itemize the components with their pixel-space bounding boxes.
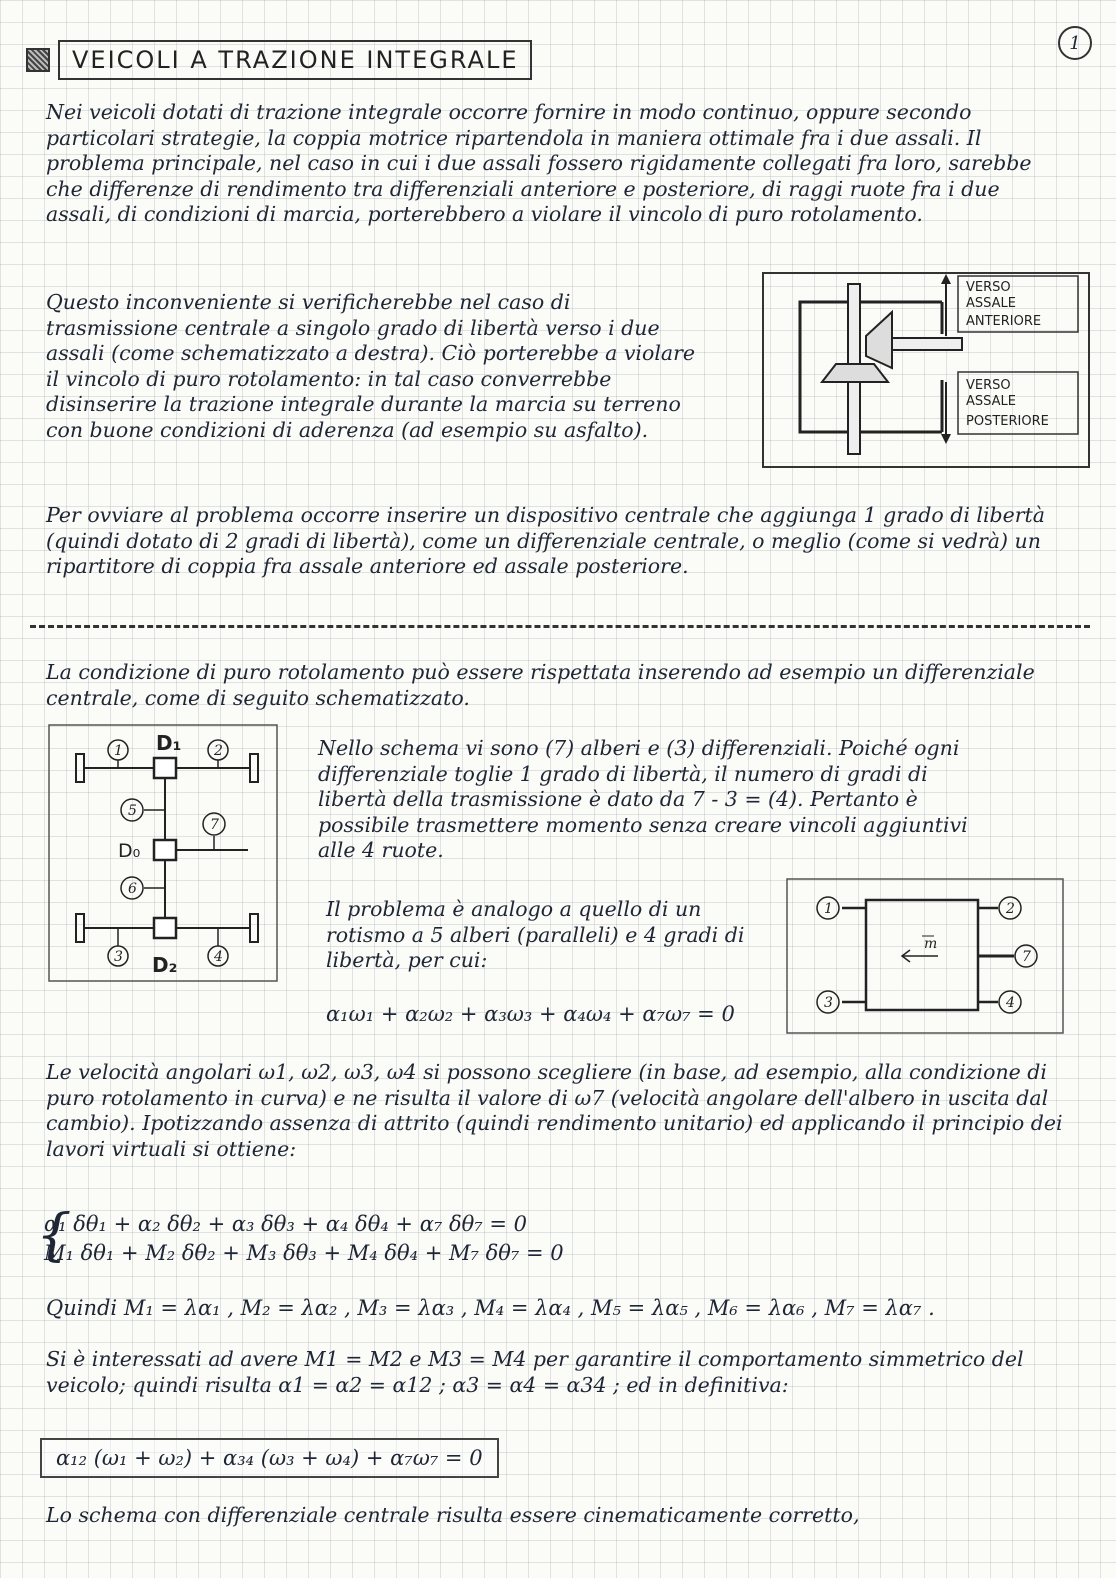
paragraph-schema: Nello schema vi sono (7) alberi e (3) differenziali. Poiché ogni differenziale toglie 1 grado di libertà, il numero di gradi di libertà della trasmissione è dato da 7 - 3 = (4). Pertanto è possibile trasmettere momento senza creare vincoli aggiuntivi alle 4 ruote.: [318, 736, 968, 862]
page-number: 1: [1058, 26, 1092, 60]
shaft-2: 2: [214, 743, 223, 759]
rotismo-input-4: 4: [1006, 995, 1015, 1011]
shaft-5: 5: [128, 803, 137, 819]
paragraph-solution: Per ovviare al problema occorre inserire un dispositivo centrale che aggiunga 1 grado di libertà (quindi dotato di 2 gradi di libertà), come un differenziale centrale, o meglio (come si vedrà) un ripartitore di coppia fra assale anteriore ed assale posteriore.: [46, 503, 1046, 578]
equation-system: [44, 1210, 564, 1268]
shaft-4: 4: [214, 949, 223, 965]
rotismo-diagram: [786, 878, 1064, 1034]
diff-d1-label: D₁: [156, 731, 182, 755]
final-equation-box: α₁₂ (ω₁ + ω₂) + α₃₄ (ω₃ + ω₄) + α₇ω₇ = 0: [40, 1438, 499, 1478]
front-label-1: VERSO: [966, 280, 1011, 295]
paragraph-inconvenience: Questo inconveniente si verificherebbe nel caso di trasmissione centrale a singolo grado di libertà verso i due assali (come schematizzato a destra). Ciò porterebbe a violare il vincolo di puro rotolamento: in tal caso converrebbe disinserire la trazione integrale durante la marcia su terreno con buone condizioni di aderenza (ad esempio su asfalto).: [46, 290, 696, 442]
system-line-2: M₁ δθ₁ + M₂ δθ₂ + M₃ δθ₃ + M₄ δθ₄ + M₇ δθ₇ = 0: [44, 1241, 564, 1265]
shaft-7: 7: [210, 817, 219, 833]
paragraph-condition: La condizione di puro rotolamento può essere rispettata inserendo ad esempio un differenziale centrale, come di seguito schematizzato.: [46, 660, 1035, 710]
equation-rotismo: α₁ω₁ + α₂ω₂ + α₃ω₃ + α₄ω₄ + α₇ω₇ = 0: [326, 1002, 735, 1026]
rotismo-input-1: 1: [824, 901, 833, 917]
differentials-diagram: [48, 724, 278, 982]
paragraph-symmetric: Si è interessati ad avere M1 = M2 e M3 = M4 per garantire il comportamento simmetrico del veicolo; quindi risulta α1 = α2 = α12 ; α3 = α4 = α34 ; ed in definitiva:: [46, 1347, 1024, 1397]
paragraph-analog: Il problema è analogo a quello di un rotismo a 5 alberi (paralleli) e 4 gradi di libertà, per cui:: [326, 897, 745, 972]
hatched-square-icon: [26, 48, 50, 72]
front-label-3: ANTERIORE: [966, 314, 1042, 329]
diff-d0-label: D₀: [118, 840, 141, 862]
rear-label-2: ASSALE: [966, 394, 1016, 409]
paragraph-velocities: Le velocità angolari ω1, ω2, ω3, ω4 si possono scegliere (in base, ad esempio, alla condizione di puro rotolamento in curva) e ne risulta il valore di ω7 (velocità angolare dell'albero in uscita dal cambio). Ipotizzando assenza di attrito (quindi rendimento unitario) ed applicando il principio dei lavori virtuali si ottiene:: [46, 1060, 1063, 1161]
rear-label-1: VERSO: [966, 378, 1011, 393]
dashed-divider: [30, 625, 1090, 628]
rotismo-input-2: 2: [1006, 901, 1015, 917]
rotismo-input-7: 7: [1022, 949, 1031, 965]
shaft-6: 6: [128, 881, 137, 897]
diff-d2-label: D₂: [152, 953, 178, 977]
front-label-2: ASSALE: [966, 296, 1016, 311]
page-title: VEICOLI A TRAZIONE INTEGRALE: [58, 40, 532, 80]
title-box: [26, 40, 532, 80]
paragraph-last: Lo schema con differenziale centrale risulta essere cinematicamente corretto,: [46, 1503, 860, 1527]
rotismo-input-3: 3: [824, 995, 833, 1011]
rear-label-3: POSTERIORE: [966, 414, 1049, 429]
paragraph-intro: Nei veicoli dotati di trazione integrale occorre fornire in modo continuo, oppure secondo particolari strategie, la coppia motrice ripartendola in maniera ottimale fra i due assali. Il problema principale, nel caso in cui i due assali fossero rigidamente collegati fra loro, sarebbe che differenze di rendimento tra differenziali anteriore e posteriore, di raggi ruote fra i due assali, di condizioni di marcia, porterebbero a violare il vincolo di puro rotolamento.: [46, 100, 1032, 226]
transmission-diagram: [762, 272, 1090, 468]
system-line-1: α₁ δθ₁ + α₂ δθ₂ + α₃ δθ₃ + α₄ δθ₄ + α₇ δθ₇ = 0: [44, 1212, 527, 1236]
system-brace: {: [36, 1203, 72, 1268]
vector-m-label: m: [924, 936, 938, 952]
shaft-1: 1: [114, 743, 123, 759]
shaft-3: 3: [114, 949, 123, 965]
equation-moments: Quindi M₁ = λα₁ , M₂ = λα₂ , M₃ = λα₃ , M₄ = λα₄ , M₅ = λα₅ , M₆ = λα₆ , M₇ = λα₇ .: [46, 1296, 935, 1320]
